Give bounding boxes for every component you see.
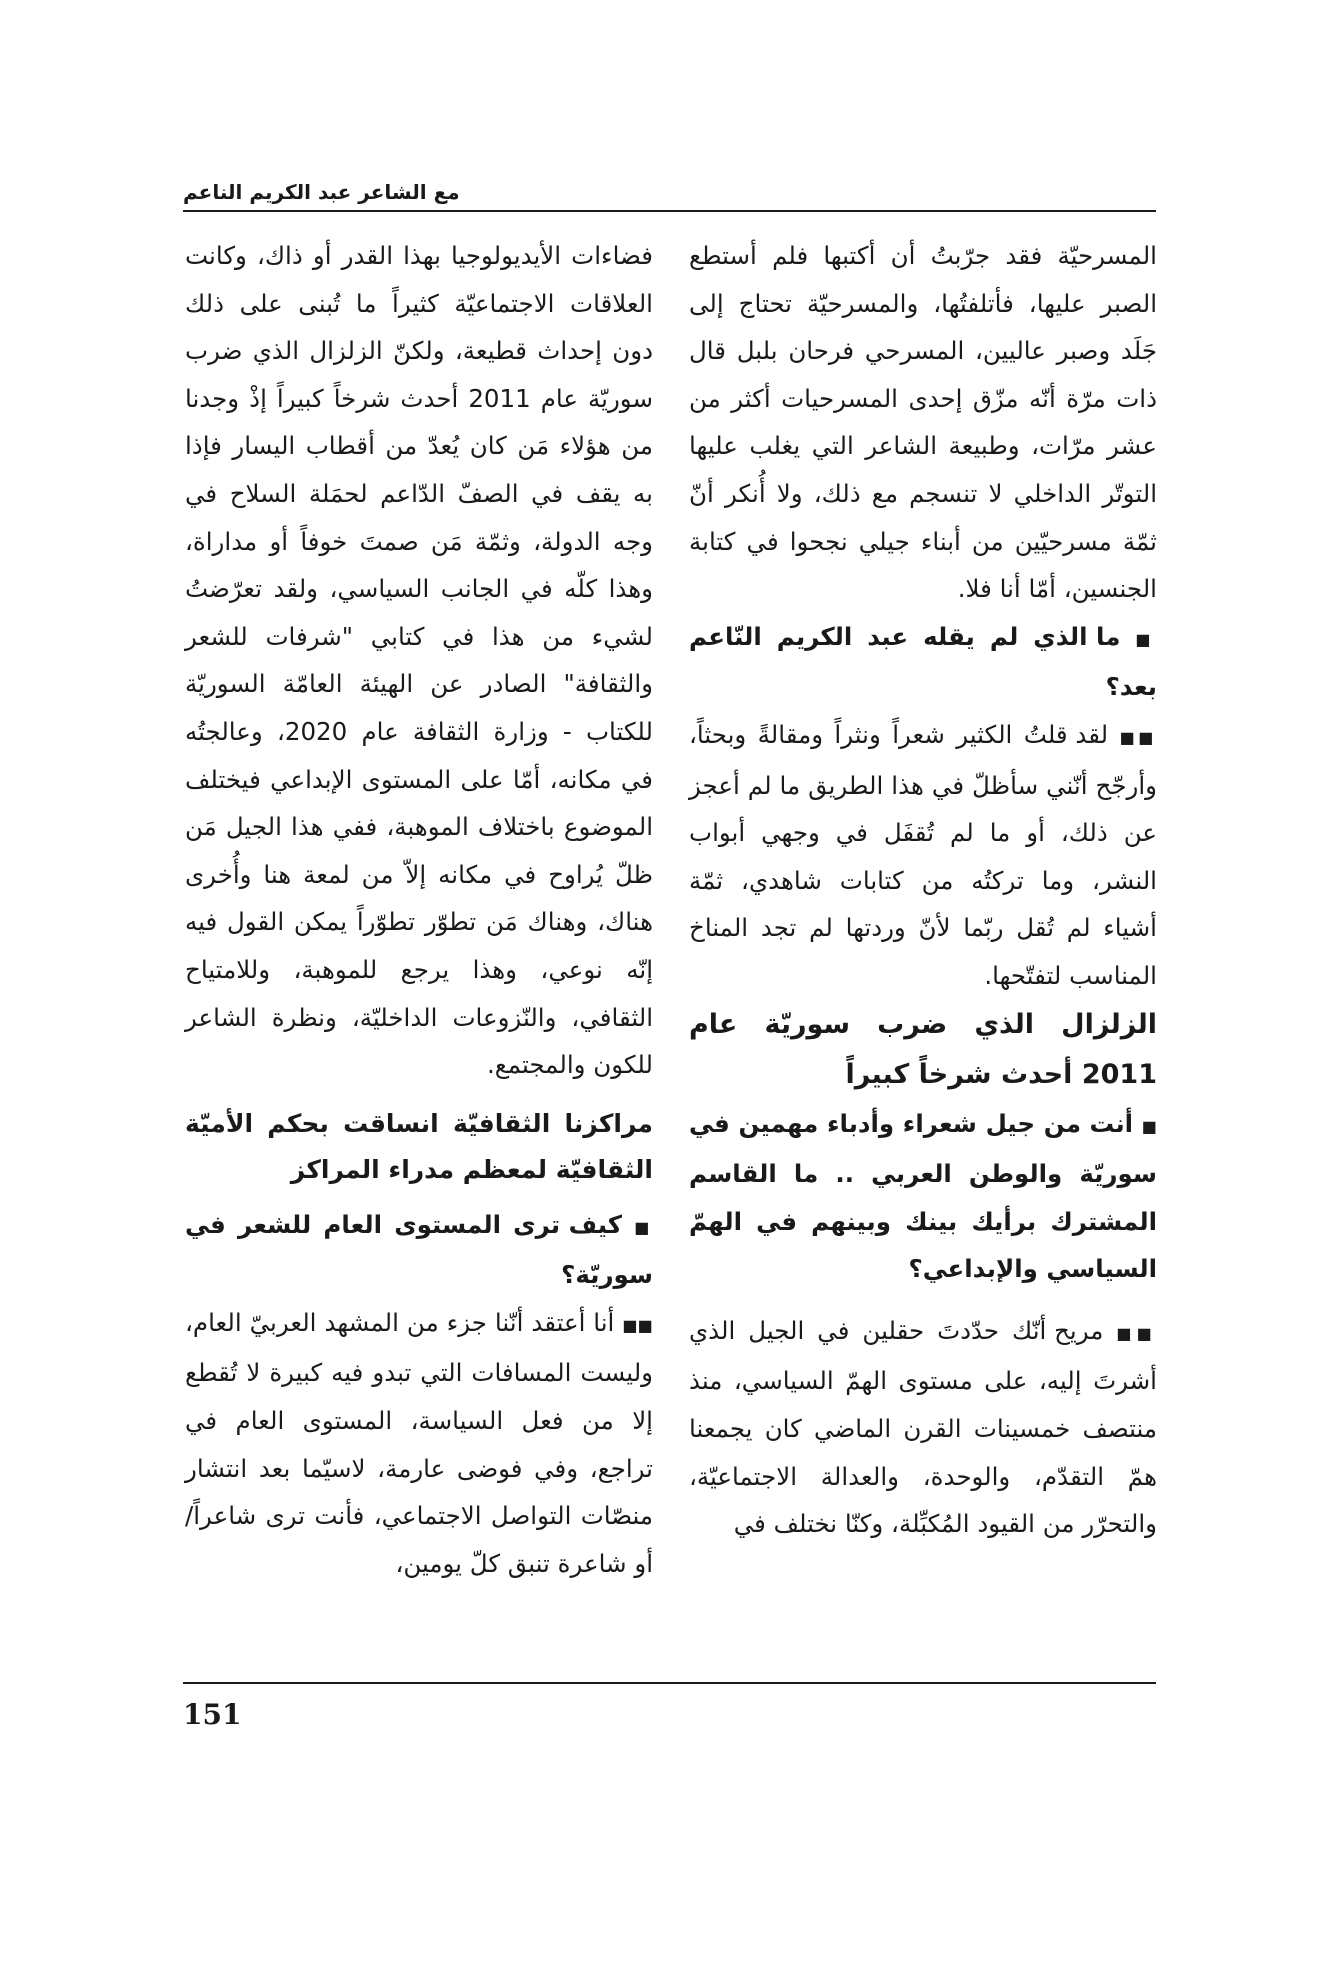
- paragraph: المسرحيّة فقد جرّبتُ أن أكتبها فلم أستطع الصبر عليها، فأتلفتُها، والمسرحيّة تحتاج إلى جَلَد وصبر عاليين، المسرحي فرحان بلبل قال ذات مرّة أنّه مزّق إحدى المسرحيات أكثر من عشر مرّات، وطبيعة الشاعر التي يغلب عليها التوتّر الداخلي لا تنسجم مع ذلك، ولا أُنكر أنّ ثمّة مسرحيّين من أبناء جيلي نجحوا في كتابة الجنسين، أمّا أنا فلا.: [689, 241, 1157, 604]
- right-column: [689, 232, 1157, 1548]
- question-text: ما الذي لم يقله عبد الكريم النّاعم بعد؟: [689, 621, 1157, 702]
- answer-text: أنا أعتقد أنّنا جزء من المشهد العربيّ العام، وليست المسافات التي تبدو فيه كبيرة لا تُقطع إلا من فعل السياسة، المستوى العام في تراجع، وفي فوضى عارمة، لاسيّما بعد انتشار منصّات التواصل الاجتماعي، فأنت ترى شاعراً/ أو شاعرة تنبق كلّ يومين،: [185, 1307, 653, 1578]
- question-text: كيف ترى المستوى العام للشعر في سوريّة؟: [185, 1209, 653, 1290]
- answer: [689, 711, 1157, 1000]
- page-number: 151: [183, 1698, 242, 1731]
- answer-marker: ■■: [622, 1315, 654, 1335]
- question: [185, 1201, 653, 1299]
- question-marker: ■: [634, 1217, 653, 1237]
- left-column: [185, 232, 653, 1587]
- running-header: [183, 172, 1156, 212]
- running-title: مع الشاعر عبد الكريم الناعم: [183, 180, 460, 204]
- footer-rule: [183, 1682, 1156, 1684]
- answer-marker: ■■: [1116, 1323, 1157, 1343]
- question-marker: ■: [1141, 1116, 1157, 1136]
- paragraph: فضاءات الأيديولوجيا بهذا القدر أو ذاك، وكانت العلاقات الاجتماعيّة كثيراً ما تُبنى على ذلك دون إحداث قطيعة، ولكنّ الزلزال الذي ضرب سوريّة عام 2011 أحدث شرخاً كبيراً إذْ وجدنا من هؤلاء مَن كان يُعدّ من أقطاب اليسار فإذا به يقف في الصفّ الدّاعم لحمَلة السلاح في وجه الدولة، وثمّة مَن صمتَ خوفاً أو مداراة، وهذا كلّه في الجانب السياسي، ولقد تعرّضتُ لشيء من هذا في كتابي "شرفات للشعر والثقافة" الصادر عن الهيئة العامّة السوريّة للكتاب - وزارة الثقافة عام 2020، وعالجتُه في مكانه، أمّا على المستوى الإبداعي فيختلف الموضوع باختلاف الموهبة، ففي هذا الجيل مَن ظلّ يُراوح في مكانه إلاّ من لمعة هنا وأُخرى هناك، وهناك مَن تطوّر تطوّراً يمكن القول فيه إنّه نوعي، وهذا يرجع للموهبة، وللامتياح الثقافي، والنّزوعات الداخليّة، ونظرة الشاعر للكون والمجتمع.: [185, 241, 653, 1080]
- answer-text: مريح أنّك حدّدتَ حقلين في الجيل الذي أشرتَ إليه، على مستوى الهمّ السياسي، منذ منتصف خمسينات القرن الماضي كان يجمعنا همّ التقدّم، والوحدة، والعدالة الاجتماعيّة، والتحرّر من القيود المُكبِّلة، وكنّا نختلف في: [689, 1315, 1157, 1539]
- question-marker: ■: [1135, 629, 1157, 649]
- question-text: أنت من جيل شعراء وأدباء مهمين في سوريّة والوطن العربي .. ما القاسم المشترك برأيك بينك وبينهم في الهمّ السياسي والإبداعي؟: [689, 1108, 1157, 1284]
- answer: [689, 1307, 1157, 1548]
- answer-marker: ■■: [1119, 727, 1158, 747]
- section-subheading: الزلزال الذي ضرب سوريّة عام 2011 أحدث شرخاً كبيراً: [689, 1008, 1157, 1090]
- answer-text: لقد قلتُ الكثير شعراً ونثراً ومقالةً وبحثاً، وأرجّح أنّني سأظلّ في هذا الطريق ما لم أعجز عن ذلك، أو ما لم تُقفَل في وجهي أبواب النشر، وما تركتُه من كتابات شاهدي، ثمّة أشياء لم تُقل ربّما لأنّ وردتها لم تجد المناخ المناسب لتفتّحها.: [689, 719, 1157, 990]
- answer: [185, 1299, 653, 1588]
- question: [689, 1100, 1157, 1293]
- section-subheading: مراكزنا الثقافيّة انساقت بحكم الأميّة الثقافيّة لمعظم مدراء المراكز: [185, 1108, 653, 1184]
- question: [689, 613, 1157, 711]
